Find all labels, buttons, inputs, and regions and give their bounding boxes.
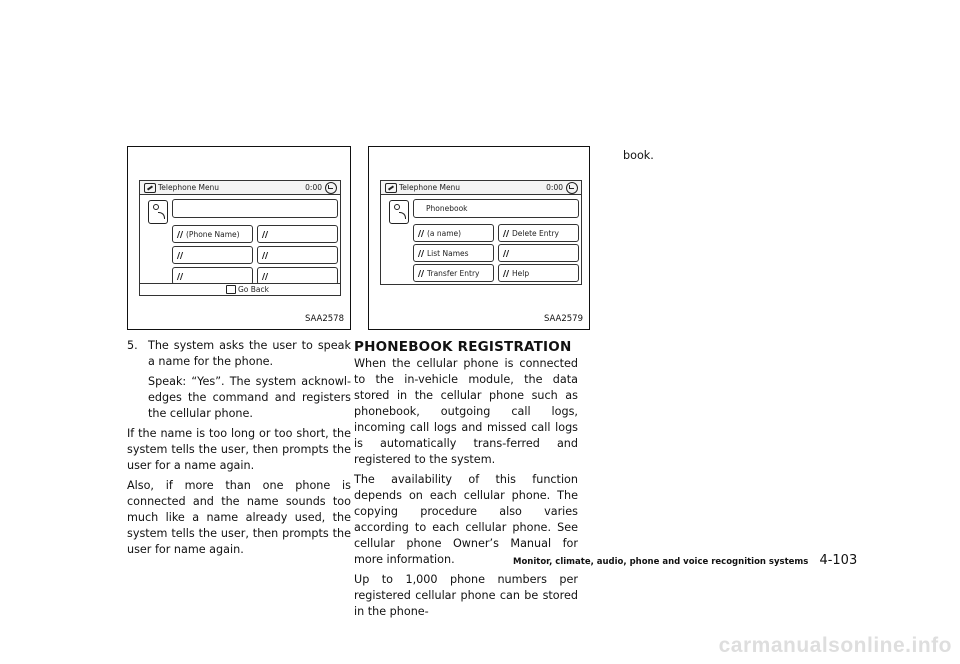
right-text-column xyxy=(609,148,833,164)
menu-button-1 xyxy=(413,224,494,242)
phone-icon xyxy=(144,183,156,193)
step-5 xyxy=(127,338,351,370)
screen-title: Telephone Menu xyxy=(399,183,461,192)
voice-command-icon xyxy=(418,249,425,257)
menu-button-4 xyxy=(257,246,338,264)
paragraph: When the cellular phone is connected to the in-vehicle module, the data stored in the cellular phone such as phonebook, outgoing call logs, incoming call logs and missed call logs is automatically trans-ferred and registered to the system. xyxy=(354,357,578,466)
voice-command-icon xyxy=(418,229,425,237)
step-text: The system asks the user to speak a name for the phone. xyxy=(148,339,351,368)
menu-button-3 xyxy=(413,244,494,262)
screen-titlebar xyxy=(140,181,340,195)
voice-command-icon xyxy=(503,269,510,277)
go-back-icon xyxy=(226,285,236,294)
figure-right xyxy=(368,146,590,330)
left-text-column xyxy=(127,338,351,558)
paragraph-continuation: book. xyxy=(623,149,654,162)
voice-command-icon xyxy=(262,230,269,238)
paragraph: Up to 1,000 phone numbers per registered cellular phone can be stored in the phone- xyxy=(354,573,578,618)
page-footer xyxy=(513,549,858,568)
figure-code: SAA2579 xyxy=(543,314,583,324)
screen-titlebar xyxy=(381,181,581,195)
voice-recognition-icon xyxy=(148,200,168,224)
menu-button-2 xyxy=(498,224,579,242)
watermark: carmanualsonline.info xyxy=(718,634,952,657)
menu-button-6 xyxy=(498,264,579,282)
voice-recognition-icon xyxy=(389,200,409,224)
screen-footer xyxy=(140,283,340,295)
button-label: (a name) xyxy=(427,229,462,238)
back-icon xyxy=(325,182,337,194)
footer-section-title: Monitor, climate, audio, phone and voice recognition systems xyxy=(513,557,809,567)
speak-instruction: Speak: “Yes”. The system acknowl-edges the command and registers the cellular phone. xyxy=(148,375,351,420)
menu-button-4 xyxy=(498,244,579,262)
menu-button-5 xyxy=(413,264,494,282)
back-icon xyxy=(566,182,578,194)
button-label: Transfer Entry xyxy=(427,269,480,278)
voice-command-icon xyxy=(177,251,184,259)
call-time: 0:00 xyxy=(546,183,563,192)
button-label: Help xyxy=(512,269,530,278)
voice-command-icon xyxy=(503,249,510,257)
go-back-label: Go Back xyxy=(238,285,269,294)
voice-command-icon xyxy=(418,269,425,277)
page-number: 4-103 xyxy=(819,553,858,568)
middle-text-column xyxy=(354,338,578,620)
button-label: (Phone Name) xyxy=(186,230,240,239)
voice-command-icon xyxy=(262,251,269,259)
voice-command-icon xyxy=(503,229,510,237)
phone-icon xyxy=(385,183,397,193)
paragraph: If the name is too long or too short, the system tells the user, then prompts the user for a name again. xyxy=(127,427,351,472)
button-label: List Names xyxy=(427,249,469,258)
figure-code: SAA2578 xyxy=(304,314,344,324)
voice-command-icon xyxy=(177,272,184,280)
telephone-menu-screen xyxy=(139,180,341,296)
paragraph: The availability of this function depends on each cellular phone. The copying procedure also varies according to each cellular phone. See cellular phone Owner’s Manual for more information. xyxy=(354,473,578,566)
section-heading: PHONEBOOK REGISTRATION xyxy=(354,339,572,355)
name-input-field xyxy=(172,199,338,218)
input-value: Phonebook xyxy=(426,204,468,213)
voice-command-icon xyxy=(177,230,184,238)
paragraph: Also, if more than one phone is connected and the name sounds too much like a name already used, the system tells the user, then prompts the user for name again. xyxy=(127,479,351,556)
voice-command-icon xyxy=(262,272,269,280)
menu-button-3 xyxy=(172,246,253,264)
figure-left xyxy=(127,146,351,330)
telephone-menu-screen xyxy=(380,180,582,285)
screen-title: Telephone Menu xyxy=(158,183,220,192)
menu-button-2 xyxy=(257,225,338,243)
step-number: 5. xyxy=(127,339,138,352)
call-time: 0:00 xyxy=(305,183,322,192)
button-label: Delete Entry xyxy=(512,229,559,238)
menu-button-1 xyxy=(172,225,253,243)
phonebook-field xyxy=(413,199,579,218)
